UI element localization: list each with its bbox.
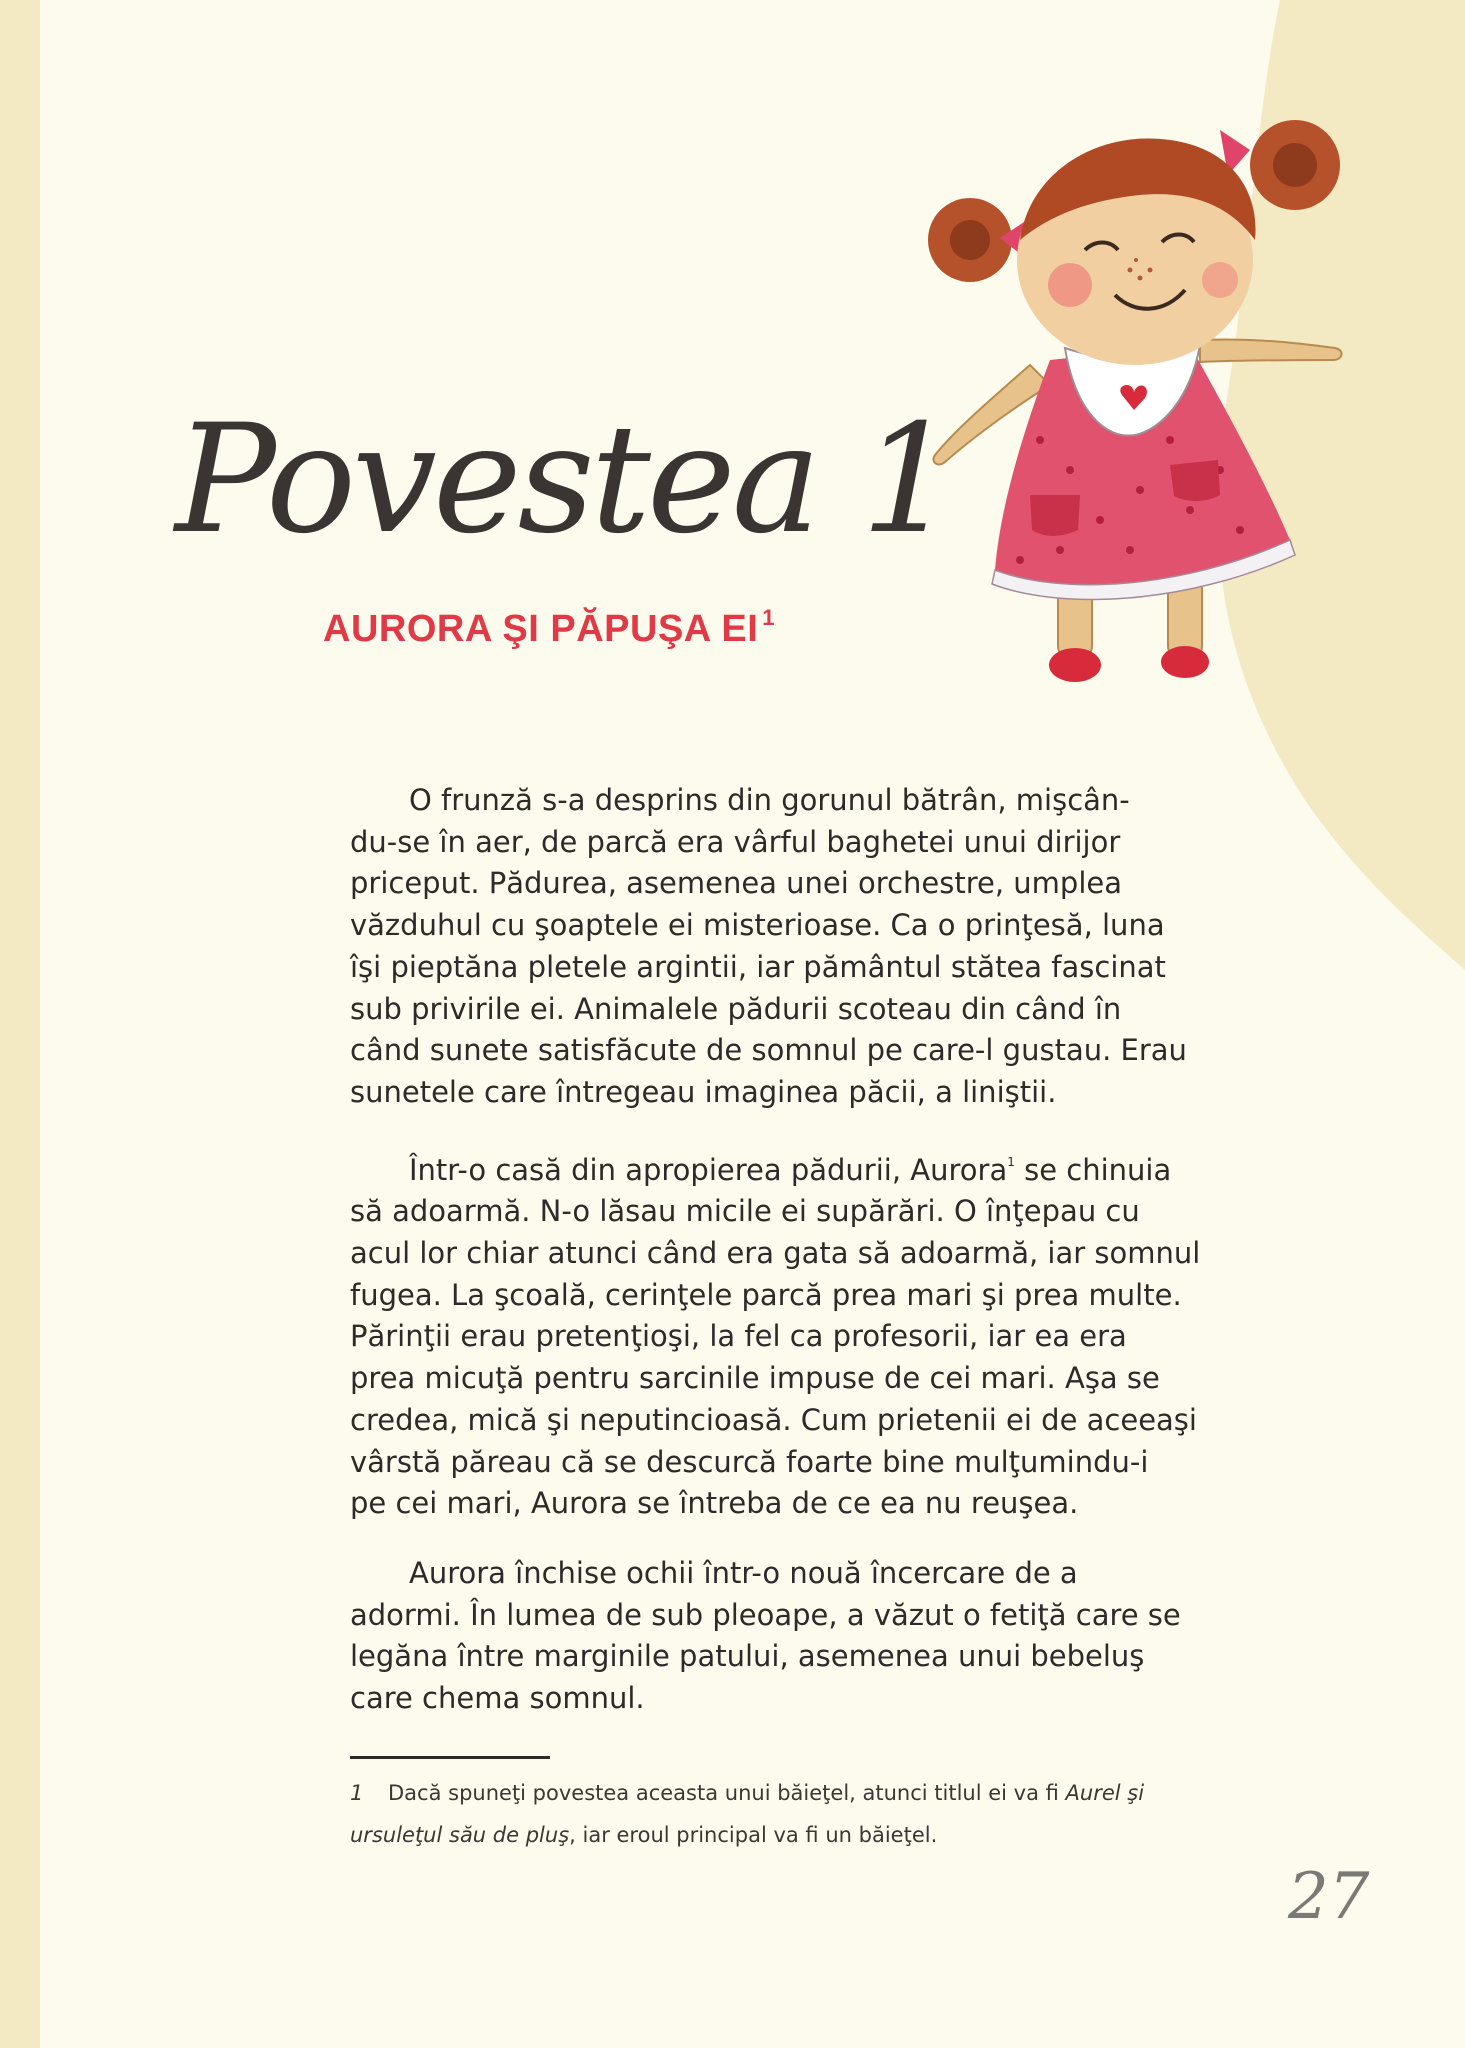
text-line: Părinţii erau pretenţioşi, la fel ca profesorii, iar ea era <box>350 1319 1127 1354</box>
text-line: Aurora închise ochii într-o nouă încercare de a <box>409 1555 1078 1590</box>
text-line: vârstă păreau că se descurcă foarte bine mulţumindu-i <box>350 1444 1149 1479</box>
text-line: care chema somnul. <box>350 1681 645 1716</box>
subtitle-text: AURORA ŞI PĂPUŞA EI <box>323 608 759 650</box>
text-line <box>350 1142 1230 1192</box>
text-line: când sunete satisfăcute de somnul pe care-l gustau. Erau <box>350 1033 1187 1068</box>
text-line: fugea. La şcoală, cerinţele parcă prea mari şi prea multe. <box>350 1277 1182 1312</box>
text-line: credea, mică şi neputincioasă. Cum prietenii ei de aceeaşi <box>350 1402 1197 1437</box>
text-line: sub privirile ei. Animalele pădurii scoteau din când în <box>350 991 1122 1026</box>
footnote-text: , iar eroul principal va fi un băieţel. <box>569 1823 938 1847</box>
story-title: Povestea 1 <box>175 393 953 567</box>
footnote-italic-title: ursuleţul său de pluş <box>350 1823 570 1847</box>
paragraph-1 <box>350 780 1230 1114</box>
text-line: pe cei mari, Aurora se întreba de ce ea nu reuşea. <box>350 1486 1079 1521</box>
page-number: 27 <box>1288 1860 1370 1934</box>
story-subtitle <box>323 605 775 651</box>
footnote-text: Dacă spuneţi povestea aceasta unui băieţel, atunci titlul ei va fi <box>388 1781 1066 1805</box>
rag-doll-illustration <box>900 110 1380 700</box>
text-line: O frunză s-a desprins din gorunul bătrân, mişcân- <box>409 783 1130 817</box>
paragraph-3 <box>350 1553 1230 1720</box>
text-line: prea micuţă pentru sarcinile impuse de cei mari. Aşa se <box>350 1361 1160 1396</box>
text-segment: Într-o casă din apropierea pădurii, Aurora <box>409 1152 1008 1187</box>
text-line: legăna între marginile patului, asemenea unui bebeluş <box>350 1639 1145 1674</box>
footnote-italic-title: Aurel şi <box>1065 1781 1145 1805</box>
text-segment: se chinuia <box>1014 1152 1172 1187</box>
text-line: acul lor chiar atunci când era gata să adoarmă, iar somnul <box>350 1236 1201 1271</box>
footnote-divider <box>350 1756 550 1759</box>
text-line: îşi pieptăna pletele argintii, iar pământul stătea fascinat <box>350 949 1166 984</box>
subtitle-footnote-mark: 1 <box>762 605 776 630</box>
story-body <box>350 780 1230 1748</box>
text-line: adormi. În lumea de sub pleoape, a văzut o fetiţă care se <box>350 1597 1181 1632</box>
footnote-reference: 1 <box>1007 1154 1015 1169</box>
footnote-number: 1 <box>350 1781 364 1805</box>
text-line: să adoarmă. N-o lăsau micile ei supărări. O înţepau cu <box>350 1194 1140 1229</box>
text-line: du-se în aer, de parcă era vârful baghetei unui dirijor <box>350 824 1121 859</box>
text-line: văzduhul cu şoaptele ei misterioase. Ca o prinţesă, luna <box>350 908 1165 943</box>
text-line: priceput. Pădurea, asemenea unei orchestre, umplea <box>350 866 1122 901</box>
footnote <box>350 1772 1230 1856</box>
text-line: sunetele care întregeau imaginea păcii, a liniştii. <box>350 1074 1057 1109</box>
paragraph-2 <box>350 1142 1230 1525</box>
